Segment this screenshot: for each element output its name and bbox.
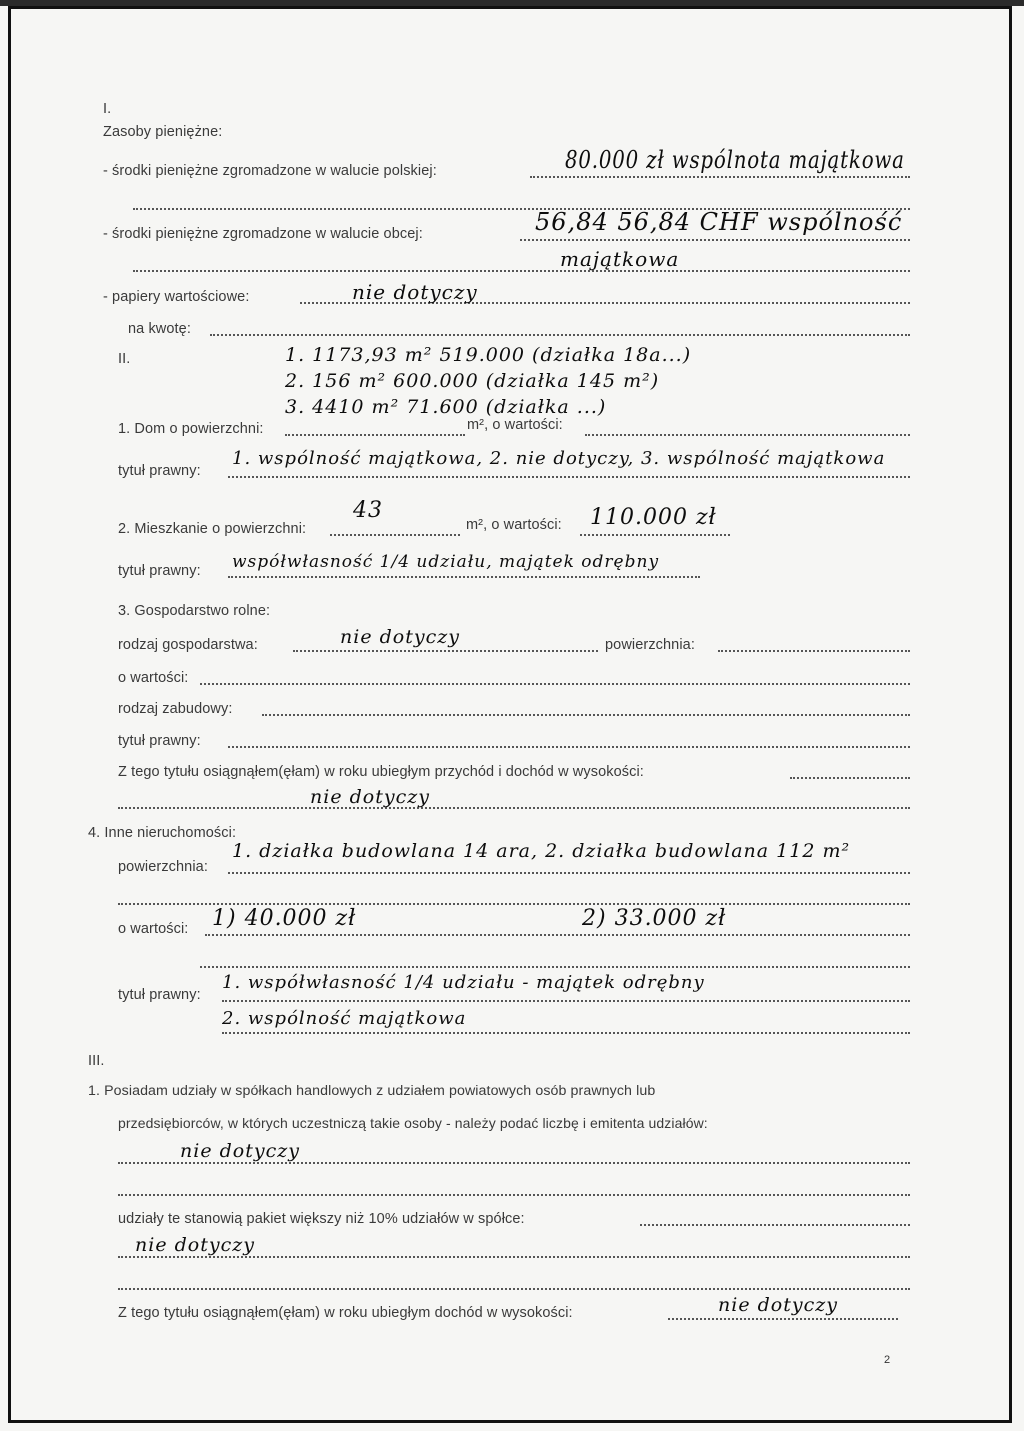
house-area-unit: m², o wartości:	[467, 417, 563, 433]
farm-type-value: nie dotyczy	[340, 626, 460, 648]
flat-area-unit: m², o wartości:	[466, 517, 562, 533]
farm-value-label: o wartości:	[118, 670, 189, 686]
flat-area-label: 2. Mieszkanie o powierzchni:	[118, 521, 307, 537]
section-i-number: I.	[103, 101, 112, 117]
farm-area-line	[718, 650, 910, 652]
amount-line	[210, 334, 910, 336]
house-title-value: 1. wspólność majątkowa, 2. nie dotyczy, 3. wspólność majątkowa	[232, 448, 886, 469]
farm-type-line	[293, 650, 598, 652]
shares-value: nie dotyczy	[180, 1140, 300, 1162]
other-area-value: 1. działka budowlana 14 ara, 2. działka budowlana 112 m²	[232, 840, 851, 862]
other-title-value-2: 2. wspólność majątkowa	[222, 1008, 467, 1029]
house-value-line	[585, 434, 910, 436]
section-ii-number: II.	[118, 351, 131, 367]
other-value-line-2	[200, 966, 910, 968]
shares-line	[118, 1162, 910, 1164]
amount-label: na kwotę:	[128, 321, 191, 337]
cash-pln-value: 80.000 zł wspólnota majątkowa	[565, 146, 905, 174]
cash-fx-line-2	[133, 270, 910, 272]
other-area-line-2	[118, 903, 910, 905]
other-title-line-2	[222, 1032, 910, 1034]
share-percent-line-3	[118, 1288, 910, 1290]
farm-label: 3. Gospodarstwo rolne:	[118, 603, 271, 619]
farm-area-label: powierzchnia:	[605, 637, 695, 653]
flat-title-line	[228, 576, 700, 578]
cash-fx-value-2: majątkowa	[560, 247, 680, 271]
securities-label: - papiery wartościowe:	[103, 289, 250, 305]
page-number: 2	[884, 1354, 891, 1366]
flat-value-line	[580, 534, 730, 536]
farm-type-label: rodzaj gospodarstwa:	[118, 637, 258, 653]
section-iii-number: III.	[88, 1053, 105, 1069]
flat-area-value: 43	[353, 498, 383, 523]
share-percent-line-2	[118, 1256, 910, 1258]
farm-build-line	[262, 714, 910, 716]
cash-fx-line	[520, 239, 910, 241]
farm-income-line-2	[118, 807, 910, 809]
cash-pln-label: - środki pieniężne zgromadzone w walucie polskiej:	[103, 163, 437, 179]
other-title-line	[222, 1000, 910, 1002]
farm-value-line	[200, 683, 910, 685]
other-area-line	[228, 872, 910, 874]
section-i-title: Zasoby pieniężne:	[103, 124, 223, 140]
shares-income-label: Z tego tytułu osiągnąłem(ęłam) w roku ubiegłym dochód w wysokości:	[118, 1305, 573, 1321]
other-value-label: o wartości:	[118, 921, 189, 937]
property-note-2: 2. 156 m² 600.000 (działka 145 m²)	[285, 370, 660, 392]
farm-income-value: nie dotyczy	[310, 786, 430, 808]
farm-income-label: Z tego tytułu osiągnąłem(ęłam) w roku ubiegłym przychód i dochód w wysokości:	[118, 764, 644, 780]
other-area-label: powierzchnia:	[118, 859, 208, 875]
share-percent-line	[640, 1224, 910, 1226]
cash-fx-value: 56,84 56,84 CHF wspólność	[535, 208, 903, 236]
securities-value: nie dotyczy	[352, 280, 478, 304]
house-area-line	[285, 434, 465, 436]
other-value-2: 2) 33.000 zł	[582, 906, 727, 931]
shares-text-line-1: 1. Posiadam udziały w spółkach handlowych z udziałem powiatowych osób prawnych lub	[88, 1083, 656, 1099]
shares-income-line	[668, 1318, 898, 1320]
shares-text-line-2: przedsiębiorców, w których uczestniczą takie osoby - należy podać liczbę i emitenta udziałów:	[118, 1115, 708, 1131]
farm-build-label: rodzaj zabudowy:	[118, 701, 233, 717]
property-note-1: 1. 1173,93 m² 519.000 (działka 18a...)	[285, 344, 692, 366]
property-note-3: 3. 4410 m² 71.600 (działka ...)	[285, 396, 607, 418]
other-value-line	[205, 934, 910, 936]
flat-area-line	[330, 534, 460, 536]
shares-line-2	[118, 1194, 910, 1196]
farm-title-label: tytuł prawny:	[118, 733, 201, 749]
house-title-line	[228, 476, 910, 478]
other-property-label: 4. Inne nieruchomości:	[88, 825, 237, 841]
flat-title-value: współwłasność 1/4 udziału, majątek odrębny	[232, 552, 660, 572]
share-percent-label: udziały te stanowią pakiet większy niż 10% udziałów w spółce:	[118, 1211, 525, 1227]
house-title-label: tytuł prawny:	[118, 463, 201, 479]
share-percent-value: nie dotyczy	[135, 1234, 255, 1256]
other-title-label: tytuł prawny:	[118, 987, 201, 1003]
flat-title-label: tytuł prawny:	[118, 563, 201, 579]
house-area-label: 1. Dom o powierzchni:	[118, 421, 264, 437]
farm-income-line	[790, 777, 910, 779]
other-value-1: 1) 40.000 zł	[212, 906, 357, 931]
cash-fx-label: - środki pieniężne zgromadzone w walucie obcej:	[103, 226, 423, 242]
shares-income-value: nie dotyczy	[718, 1294, 838, 1316]
flat-value: 110.000 zł	[590, 505, 717, 530]
other-title-value: 1. współwłasność 1/4 udziału - majątek odrębny	[222, 972, 705, 993]
cash-pln-line	[530, 176, 910, 178]
farm-title-line	[228, 746, 910, 748]
